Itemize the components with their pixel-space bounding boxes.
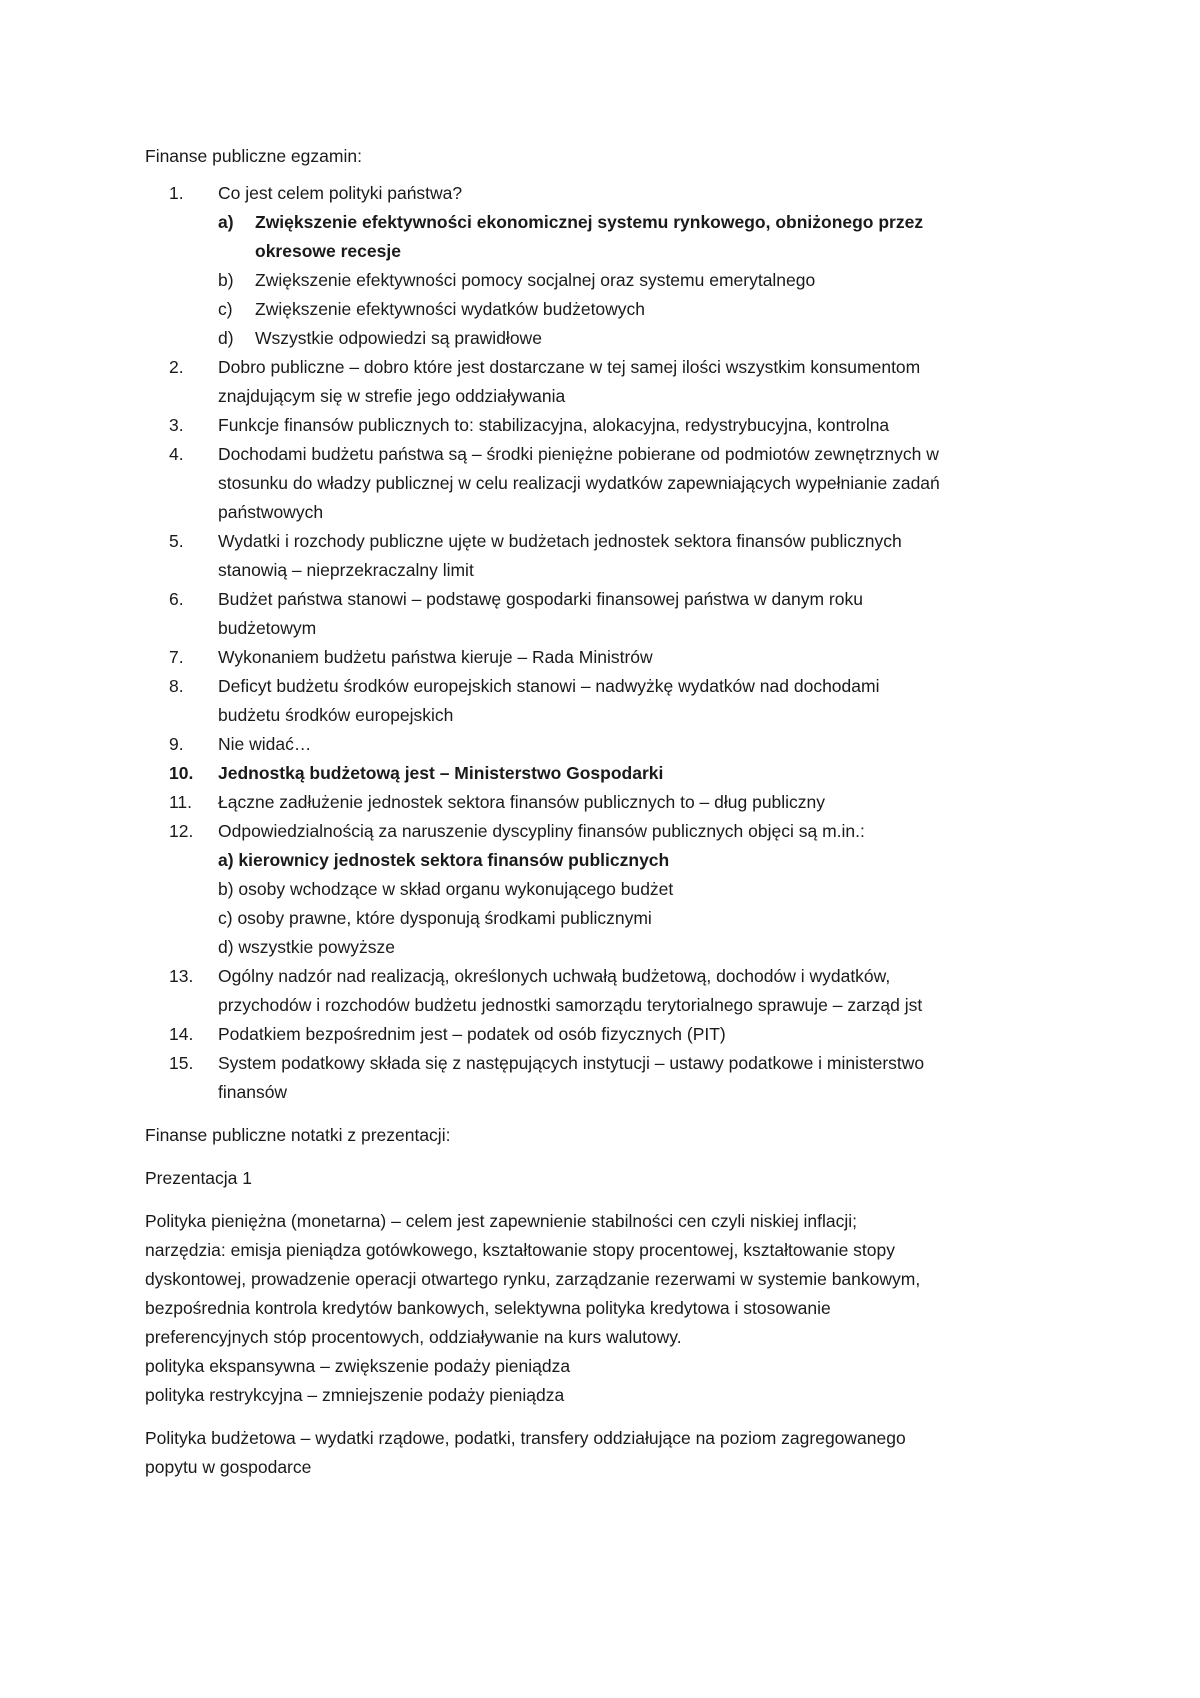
paragraph-line: Polityka pieniężna (monetarna) – celem jest zapewnienie stabilności cen czyli niskiej inflacji; [145, 1211, 858, 1231]
question-text-line: Budżet państwa stanowi – podstawę gospodarki finansowej państwa w danym roku [218, 589, 863, 609]
question-number: 5. [169, 531, 184, 551]
question-number: 15. [169, 1053, 194, 1073]
paragraph-line: preferencyjnych stóp procentowych, oddziaływanie na kurs walutowy. [145, 1327, 682, 1347]
question-number: 14. [169, 1024, 194, 1044]
question-text-line: Deficyt budżetu środków europejskich stanowi – nadwyżkę wydatków nad dochodami [218, 676, 880, 696]
question-text-line: Wykonaniem budżetu państwa kieruje – Rada Ministrów [218, 647, 653, 667]
question-1 [145, 179, 1075, 353]
option-d: d) wszystkie powyższe [218, 937, 395, 957]
option-list [218, 846, 1075, 962]
notes-title: Finanse publiczne notatki z prezentacji: [145, 1125, 451, 1145]
question-text-line: Nie widać… [218, 734, 312, 754]
question-text-line: System podatkowy składa się z następujących instytucji – ustawy podatkowe i ministerstwo [218, 1053, 925, 1073]
question-13 [145, 962, 1075, 1020]
question-text-line: budżetowym [218, 618, 317, 638]
question-text-line: stosunku do władzy publicznej w celu realizacji wydatków zapewniających wypełnianie zadań [218, 473, 940, 493]
option-list [218, 208, 1075, 353]
question-text-line: stanowią – nieprzekraczalny limit [218, 560, 474, 580]
question-text-line: Wydatki i rozchody publiczne ujęte w budżetach jednostek sektora finansów publicznych [218, 531, 902, 551]
question-number: 2. [169, 357, 184, 377]
option-text-line: Wszystkie odpowiedzi są prawidłowe [255, 328, 542, 348]
question-text-line: Jednostką budżetową jest – Ministerstwo Gospodarki [218, 763, 664, 783]
question-number: 4. [169, 444, 184, 464]
question-11 [145, 788, 1075, 817]
option-letter: a) [218, 212, 234, 232]
question-number: 7. [169, 647, 184, 667]
question-text-line: Podatkiem bezpośrednim jest – podatek od osób fizycznych (PIT) [218, 1024, 726, 1044]
option-letter: c) [218, 299, 233, 319]
paragraph-line: polityka ekspansywna – zwiększenie podaży pieniądza [145, 1356, 571, 1376]
question-3 [145, 411, 1075, 440]
question-14 [145, 1020, 1075, 1049]
question-text-line: Dochodami budżetu państwa są – środki pieniężne pobierane od podmiotów zewnętrznych w [218, 444, 939, 464]
question-6 [145, 585, 1075, 643]
option-c [218, 295, 1075, 324]
monetary-policy-paragraph [145, 1207, 1075, 1410]
question-2 [145, 353, 1075, 411]
option-a [218, 208, 1075, 266]
paragraph-line: bezpośrednia kontrola kredytów bankowych, selektywna polityka kredytowa i stosowanie [145, 1298, 831, 1318]
question-number: 1. [169, 183, 184, 203]
paragraph-line: dyskontowej, prowadzenie operacji otwartego rynku, zarządzanie rezerwami w systemie bankowym, [145, 1269, 921, 1289]
question-text-line: Ogólny nadzór nad realizacją, określonych uchwałą budżetową, dochodów i wydatków, [218, 966, 891, 986]
option-letter: d) [218, 328, 234, 348]
paragraph-line: Polityka budżetowa – wydatki rządowe, podatki, transfery oddziałujące na poziom zagregowanego [145, 1428, 906, 1448]
question-text-line: budżetu środków europejskich [218, 705, 454, 725]
paragraph-line: popytu w gospodarce [145, 1457, 312, 1477]
question-number: 10. [169, 763, 194, 783]
question-number: 13. [169, 966, 194, 986]
question-number: 8. [169, 676, 184, 696]
question-5 [145, 527, 1075, 585]
option-text-line: Zwiększenie efektywności pomocy socjalnej oraz systemu emerytalnego [255, 270, 816, 290]
option-d [218, 324, 1075, 353]
option-a: a) kierownicy jednostek sektora finansów publicznych [218, 850, 670, 870]
question-number: 6. [169, 589, 184, 609]
question-text: Odpowiedzialnością za naruszenie dyscypliny finansów publicznych objęci są m.in.: [218, 821, 865, 841]
option-text-line: okresowe recesje [255, 241, 401, 261]
question-text-line: Łączne zadłużenie jednostek sektora finansów publicznych to – dług publiczny [218, 792, 826, 812]
option-text-line: Zwiększenie efektywności ekonomicznej systemu rynkowego, obniżonego przez [255, 212, 924, 232]
question-text-line: państwowych [218, 502, 324, 522]
question-text-line: Dobro publiczne – dobro które jest dostarczane w tej samej ilości wszystkim konsumentom [218, 357, 921, 377]
question-15 [145, 1049, 1075, 1107]
paragraph-line: polityka restrykcyjna – zmniejszenie podaży pieniądza [145, 1385, 565, 1405]
question-8 [145, 672, 1075, 730]
exam-question-list [145, 179, 1075, 1107]
question-text-line: znajdującym się w strefie jego oddziaływania [218, 386, 566, 406]
presentation-title: Prezentacja 1 [145, 1168, 253, 1188]
paragraph-line: narzędzia: emisja pieniądza gotówkowego, kształtowanie stopy procentowej, kształtowanie stopy [145, 1240, 895, 1260]
option-text-line: Zwiększenie efektywności wydatków budżetowych [255, 299, 646, 319]
question-number: 11. [169, 792, 193, 812]
question-7 [145, 643, 1075, 672]
option-b: b) osoby wchodzące w skład organu wykonującego budżet [218, 879, 674, 899]
question-text-line: finansów [218, 1082, 288, 1102]
option-b [218, 266, 1075, 295]
question-12 [145, 817, 1075, 962]
question-number: 3. [169, 415, 184, 435]
question-number: 12. [169, 821, 194, 841]
document-title: Finanse publiczne egzamin: [145, 146, 362, 166]
document-content [145, 142, 1075, 1482]
question-4 [145, 440, 1075, 527]
question-text: Co jest celem polityki państwa? [218, 183, 463, 203]
option-letter: b) [218, 270, 234, 290]
budget-policy-paragraph [145, 1424, 1075, 1482]
question-9 [145, 730, 1075, 759]
question-10 [145, 759, 1075, 788]
question-text-line: przychodów i rozchodów budżetu jednostki samorządu terytorialnego sprawuje – zarząd jst [218, 995, 923, 1015]
question-text-line: Funkcje finansów publicznych to: stabilizacyjna, alokacyjna, redystrybucyjna, kontrolna [218, 415, 890, 435]
option-c: c) osoby prawne, które dysponują środkami publicznymi [218, 908, 652, 928]
question-number: 9. [169, 734, 184, 754]
